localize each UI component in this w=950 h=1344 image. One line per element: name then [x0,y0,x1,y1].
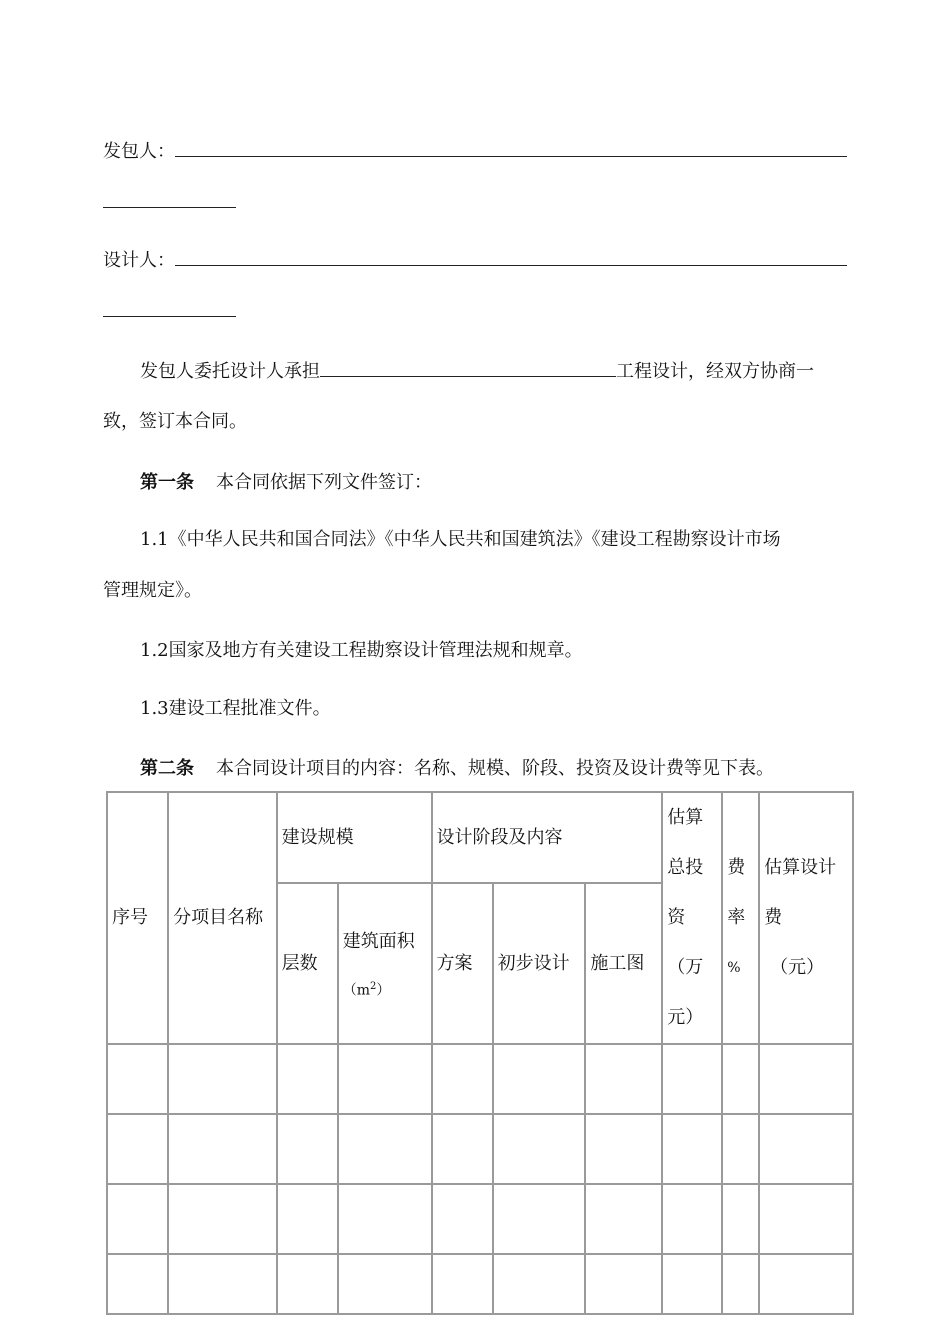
header-investment: 估算总投 资 （万元） [662,792,722,1044]
article-1-heading: 第一条 本合同依据下列文件签订： [140,472,432,493]
table-row [107,1254,853,1314]
header-scale: 建设规模 [277,792,432,883]
designer-label: 设计人： [103,250,175,271]
article-1-item-1: 1.1《中华人民共和国合同法》《中华人民共和国建筑法》《建设工程勘察设计市场 [140,529,781,550]
intro-paragraph: 发包人委托设计人承担 工程设计，经双方协商一 [140,361,814,382]
article-1-item-3: 1.3建设工程批准文件。 [140,698,331,719]
header-rate: 费 率 % [722,792,759,1044]
header-prelim: 初步设计 [493,883,586,1044]
intro-continuation: 致，签订本合同。 [103,411,247,432]
designer-blank[interactable] [175,251,847,266]
employer-label: 发包人： [103,141,175,162]
header-sub-name: 分项目名称 [168,792,277,1044]
table-row [107,1184,853,1254]
header-stage: 设计阶段及内容 [432,792,663,883]
article-1-item-1-continuation: 管理规定》。 [103,580,202,601]
table-row [107,1114,853,1184]
header-floors: 层数 [277,883,338,1044]
employer-line [103,137,847,163]
header-seq: 序号 [107,792,168,1044]
project-name-blank[interactable] [320,362,616,377]
header-scheme: 方案 [432,883,493,1044]
article-1-item-2: 1.2国家及地方有关建设工程勘察设计管理法规和规章。 [140,640,583,661]
table-row [107,1044,853,1114]
employer-blank-continuation [103,192,236,213]
designer-blank-continuation [103,301,236,322]
designer-line [103,246,847,272]
design-project-table [106,791,854,1315]
article-2-heading: 第二条 本合同设计项目的内容：名称、规模、阶段、投资及设计费等见下表。 [140,758,774,779]
header-area: 建筑面积 $(m^2)$ [338,883,432,1044]
header-construction: 施工图 [585,883,662,1044]
employer-blank[interactable] [175,142,847,157]
header-fee: 估算设计 费 （元） [759,792,853,1044]
